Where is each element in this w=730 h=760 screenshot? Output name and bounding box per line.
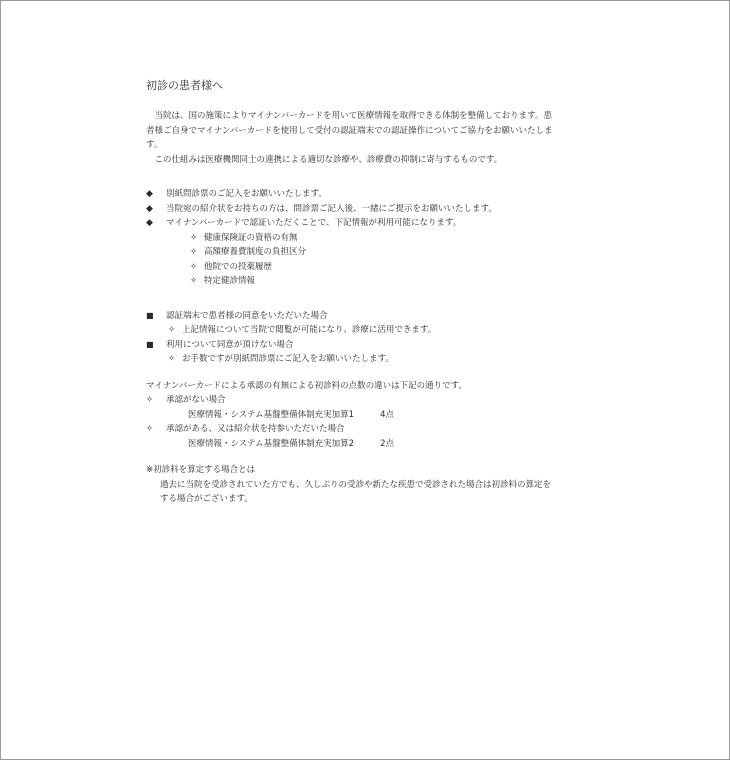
fee-case-text: 承認がある、又は紹介状を持参いただいた場合 (166, 424, 345, 434)
sparkle-bullet-icon: ✧ (190, 247, 198, 257)
sparkle-bullet-icon: ✧ (146, 395, 154, 405)
sparkle-bullet-icon: ✧ (190, 276, 198, 286)
document-title: 初診の患者様へ (146, 79, 223, 92)
bullet-item (146, 216, 556, 231)
consent-detail-text: お手数ですが別紙問診票にご記入をお願いいたします。 (182, 354, 394, 364)
intro-paragraph-2: この仕組みは医療機関同士の連携による適切な診療や、診療費の抑制に寄与するものです。 (154, 154, 503, 165)
info-item (146, 260, 556, 275)
consent-case-text: 利用について同意が頂けない場合 (166, 339, 294, 350)
bullet-item (146, 187, 556, 202)
sparkle-bullet-icon: ✧ (146, 424, 154, 434)
info-item-text: 高額療養費制度の負担区分 (204, 247, 307, 257)
bullet-item (146, 202, 556, 217)
consent-case-detail (146, 323, 556, 338)
sparkle-bullet-icon: ✧ (168, 354, 176, 364)
consent-case (146, 309, 556, 324)
diamond-bullet-icon: ◆ (146, 189, 153, 199)
fee-detail (146, 408, 556, 423)
sparkle-bullet-icon: ✧ (168, 325, 176, 335)
info-item (146, 231, 556, 246)
bullet-text: 別紙問診票のご記入をお願いいたします。 (166, 189, 327, 199)
sparkle-bullet-icon: ✧ (190, 261, 198, 272)
intro-paragraph-1: 当院は、国の施策によりマイナンバーカードを用いて医療情報を取得できる体制を整備しております。患者様ご自身でマイナンバーカードを使用して受付の認証端末での認証操作についてご協力をお願いいたします。 (146, 111, 553, 150)
info-item (146, 245, 556, 260)
consent-case-detail (146, 352, 556, 367)
fee-heading: マイナンバーカードによる承認の有無による初診料の点数の違いは下記の通りです。 (146, 380, 467, 391)
info-item (146, 274, 556, 289)
note-heading: ※初診料を算定する場合とは (146, 465, 256, 475)
square-bullet-icon: ■ (146, 310, 154, 320)
document-body (146, 79, 556, 507)
fee-detail-text: 医療情報・システム基盤整備体制充実加算1 (188, 409, 355, 420)
diamond-bullet-icon: ◆ (146, 203, 153, 214)
fee-points: 4点 (380, 409, 394, 420)
sparkle-bullet-icon: ✧ (190, 232, 198, 243)
fee-detail-text: 医療情報・システム基盤整備体制充実加算2 (188, 438, 355, 449)
fee-detail (146, 437, 556, 452)
diamond-bullet-icon: ◆ (146, 218, 153, 228)
fee-case (146, 422, 556, 437)
note-text: 過去に当院を受診されていた方でも、久しぶりの受診や新たな疾患で受診された場合は初診料の算定をする場合がございます。 (160, 479, 552, 504)
fee-case (146, 393, 556, 408)
consent-case (146, 338, 556, 353)
info-item-text: 健康保険証の資格の有無 (204, 232, 298, 243)
consent-detail-text: 上記情報について当院で閲覧が可能になり、診療に活用できます。 (182, 325, 437, 335)
square-bullet-icon: ■ (146, 339, 154, 349)
fee-case-text: 承認がない場合 (166, 395, 226, 405)
info-item-text: 他院での投薬履歴 (204, 261, 273, 272)
bullet-text: マイナンバーカードで認証いただくことで、下記情報が利用可能になります。 (166, 218, 462, 228)
info-item-text: 特定健診情報 (204, 276, 256, 286)
consent-case-text: 認証端末で患者様の同意をいただいた場合 (166, 310, 328, 321)
fee-points: 2点 (380, 438, 394, 449)
bullet-text: 当院宛の紹介状をお持ちの方は、問診票ご記入後、一緒にご提示をお願いいたします。 (166, 203, 497, 214)
